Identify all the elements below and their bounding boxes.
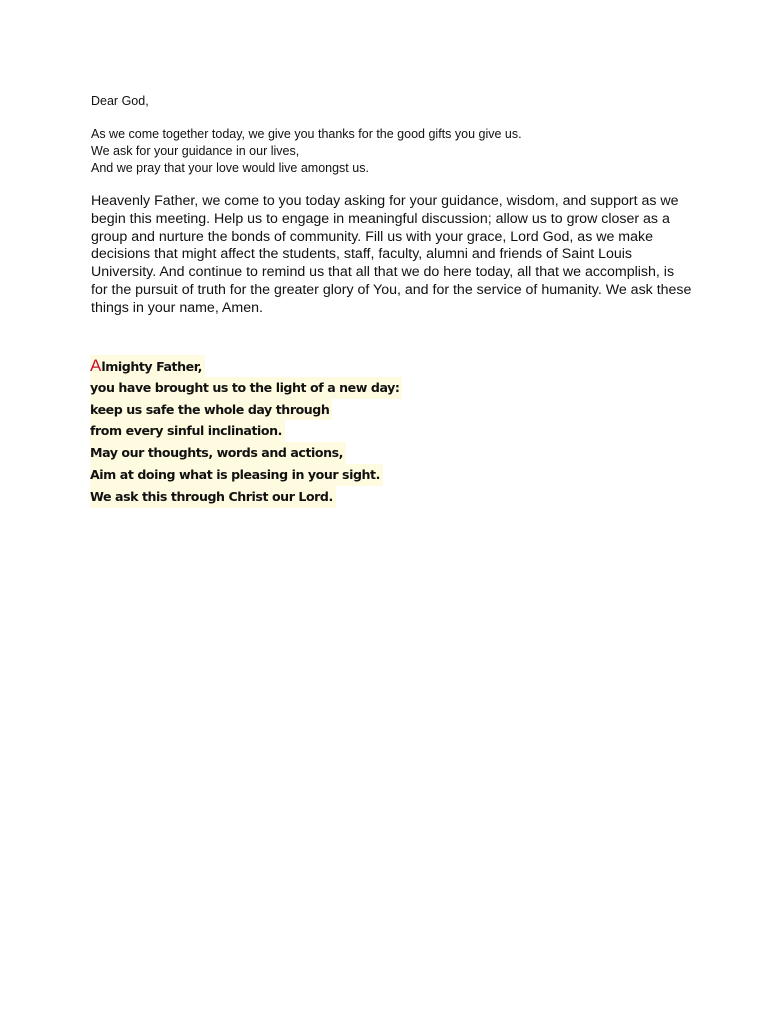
poem-line-text: lmighty Father, — [101, 359, 202, 374]
highlighted-line: from every sinful inclination. — [90, 420, 285, 442]
highlighted-line: May our thoughts, words and actions, — [90, 442, 346, 464]
intro-line: We ask for your guidance in our lives, — [91, 144, 300, 158]
paragraph-line: Heavenly Father, we come to you today asking for your guidance, wisdom, and support as we — [91, 193, 679, 209]
paragraph-line: University. And continue to remind us that all that we do here today, all that we accomplish, is — [91, 264, 675, 281]
highlighted-line: keep us safe the whole day through — [90, 399, 332, 421]
poem-line — [90, 355, 402, 377]
intro-verse — [91, 126, 522, 177]
highlighted-line — [90, 355, 205, 378]
poem-line — [90, 486, 402, 508]
paragraph-line: decisions that might affect the students, staff, faculty, alumni and friends of Saint Louis — [91, 246, 633, 263]
poem-line — [90, 420, 402, 442]
prayer-paragraph — [91, 193, 691, 318]
poem-line — [90, 442, 402, 464]
intro-line: And we pray that your love would live amongst us. — [91, 161, 369, 175]
morning-prayer-poem — [90, 355, 402, 508]
poem-line — [90, 399, 402, 421]
poem-line — [90, 464, 402, 486]
paragraph-line: things in your name, Amen. — [91, 299, 263, 316]
salutation: Dear God, — [91, 94, 149, 108]
highlighted-line: Aim at doing what is pleasing in your sight. — [90, 464, 383, 486]
paragraph-line: for the pursuit of truth for the greater glory of You, and for the service of humanity. We ask these — [91, 281, 692, 298]
intro-line: As we come together today, we give you thanks for the good gifts you give us. — [91, 127, 522, 141]
paragraph-line: begin this meeting. Help us to engage in meaningful discussion; allow us to grow closer as a — [91, 210, 670, 227]
paragraph-line: group and nurture the bonds of community. Fill us with your grace, Lord God, as we make — [91, 228, 653, 245]
drop-cap-letter: A — [90, 356, 102, 375]
highlighted-line: you have brought us to the light of a new day: — [90, 377, 402, 399]
poem-line — [90, 377, 402, 399]
highlighted-line: We ask this through Christ our Lord. — [90, 486, 336, 508]
